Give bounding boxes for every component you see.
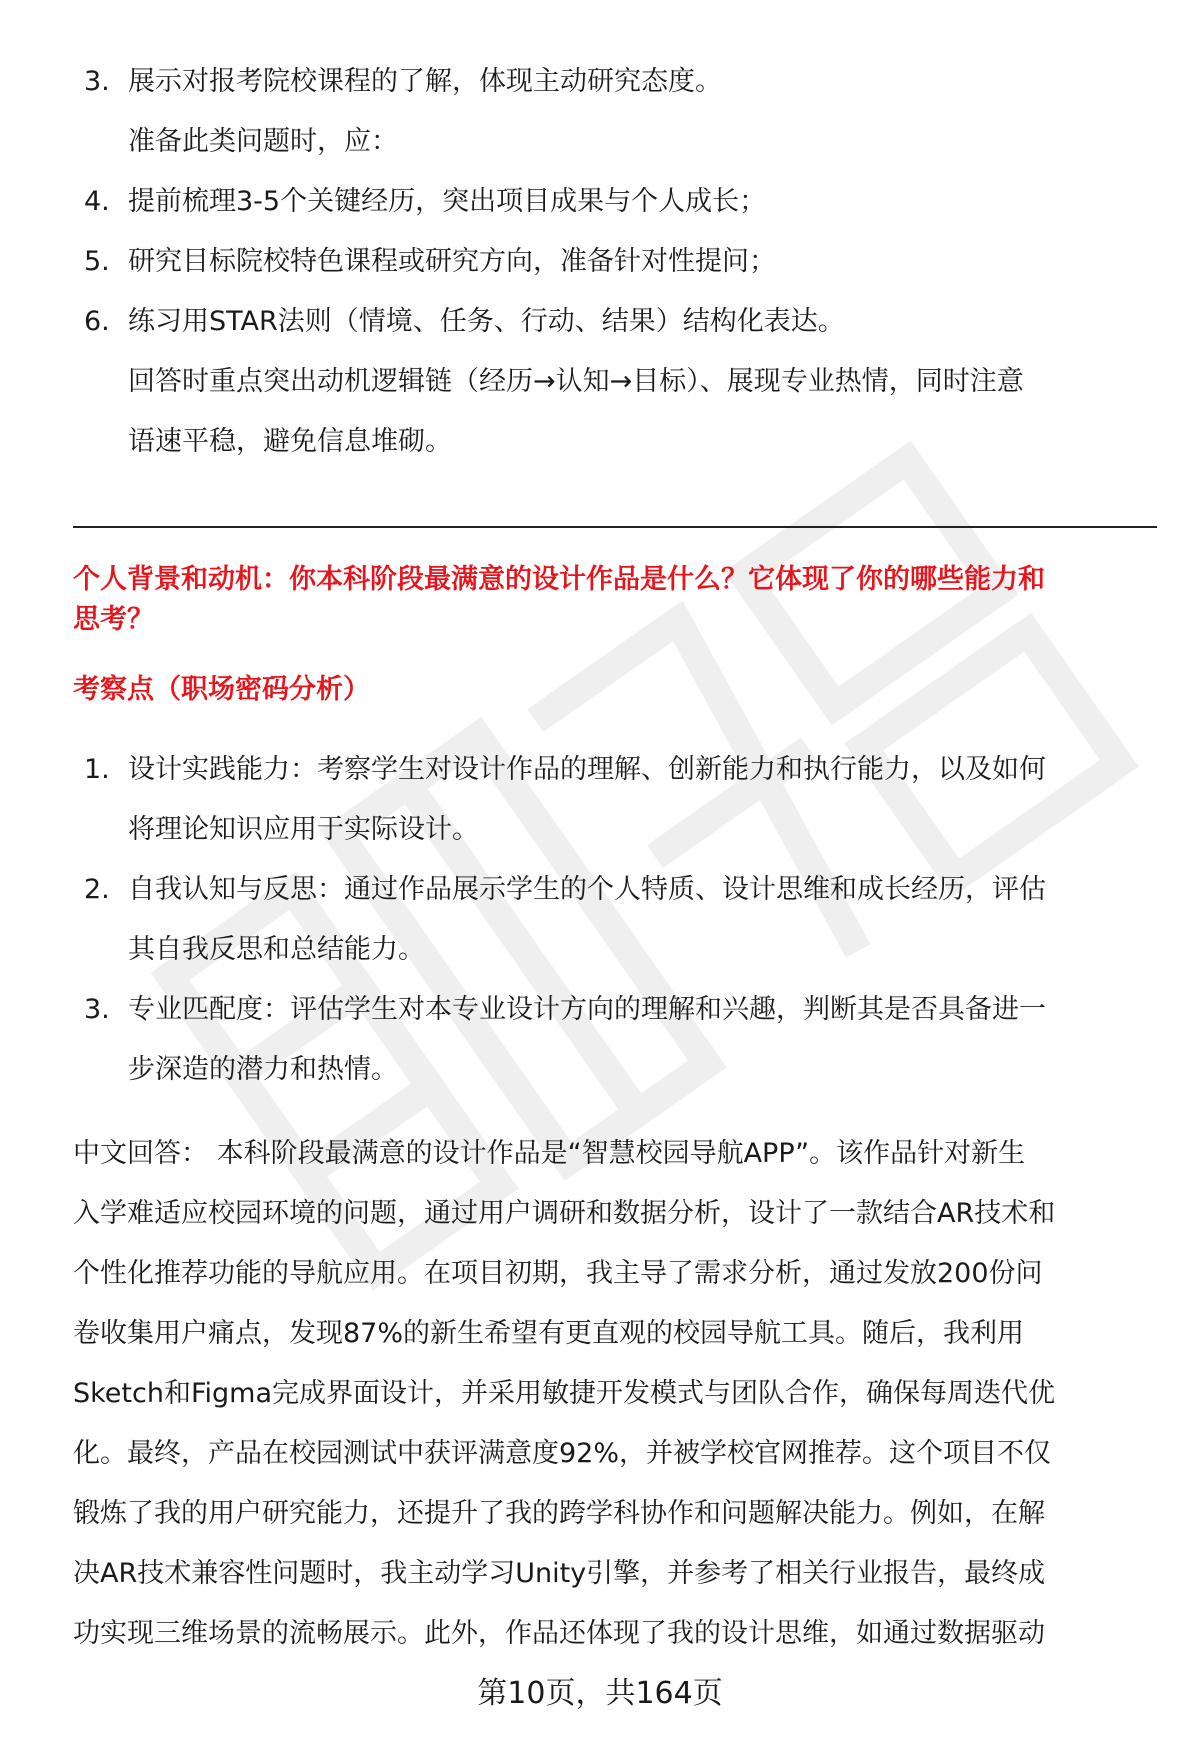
answer-text: 入学难适应校园环境的问题，通过用户调研和数据分析，设计了一款结合AR技术和 [73, 1198, 1056, 1229]
list-number: 1. [84, 754, 110, 785]
page-number: 第10页，共164页 [477, 1676, 723, 1711]
tip-text: 回答时重点突出动机逻辑链（经历→认知→目标）、展现专业热情，同时注意 [128, 366, 1024, 397]
note-text: 准备此类问题时，应： [128, 126, 398, 157]
focus-heading: 考察点（职场密码分析） [73, 674, 370, 705]
list-number: 6. [84, 306, 110, 337]
list-number: 5. [84, 246, 110, 277]
list-number: 4. [84, 186, 110, 217]
list-text: 展示对报考院校课程的了解，体现主动研究态度。 [128, 66, 722, 97]
answer-text: 个性化推荐功能的导航应用。在项目初期，我主导了需求分析，通过发放200份问 [73, 1258, 1043, 1289]
list-number: 3. [84, 994, 110, 1025]
list-text: 将理论知识应用于实际设计。 [128, 814, 479, 845]
answer-text: Sketch和Figma完成界面设计，并采用敏捷开发模式与团队合作，确保每周迭代优 [73, 1378, 1056, 1409]
tip-text: 语速平稳，避免信息堆砌。 [128, 426, 452, 457]
list-text: 提前梳理3-5个关键经历，突出项目成果与个人成长； [128, 186, 767, 217]
list-text: 练习用STAR法则（情境、任务、行动、结果）结构化表达。 [128, 306, 845, 337]
list-text: 自我认知与反思：通过作品展示学生的个人特质、设计思维和成长经历，评估 [128, 874, 1046, 905]
list-text: 专业匹配度：评估学生对本专业设计方向的理解和兴趣，判断其是否具备进一 [128, 994, 1046, 1025]
list-text: 其自我反思和总结能力。 [128, 934, 425, 965]
list-number: 2. [84, 874, 110, 905]
answer-text: 锻炼了我的用户研究能力，还提升了我的跨学科协作和问题解决能力。例如，在解 [73, 1498, 1045, 1529]
answer-text: 中文回答： 本科阶段最满意的设计作品是“智慧校园导航APP”。该作品针对新生 [73, 1138, 1026, 1169]
answer-text: 功实现三维场景的流畅展示。此外，作品还体现了我的设计思维，如通过数据驱动 [73, 1618, 1045, 1649]
list-text: 步深造的潜力和热情。 [128, 1054, 398, 1085]
answer-text: 化。最终，产品在校园测试中获评满意度92%，并被学校官网推荐。这个项目不仅 [73, 1438, 1052, 1469]
question-title: 个人背景和动机：你本科阶段最满意的设计作品是什么？它体现了你的哪些能力和 [73, 564, 1045, 595]
answer-text: 卷收集用户痛点，发现87%的新生希望有更直观的校园导航工具。随后，我利用 [73, 1318, 1025, 1349]
list-text: 研究目标院校特色课程或研究方向，准备针对性提问； [128, 246, 776, 277]
question-title-continued: 思考？ [73, 604, 154, 635]
section-divider [73, 526, 1157, 528]
list-text: 设计实践能力：考察学生对设计作品的理解、创新能力和执行能力，以及如何 [128, 754, 1046, 785]
answer-text: 决AR技术兼容性问题时，我主动学习Unity引擎，并参考了相关行业报告，最终成 [73, 1558, 1046, 1589]
list-number: 3. [84, 66, 110, 97]
